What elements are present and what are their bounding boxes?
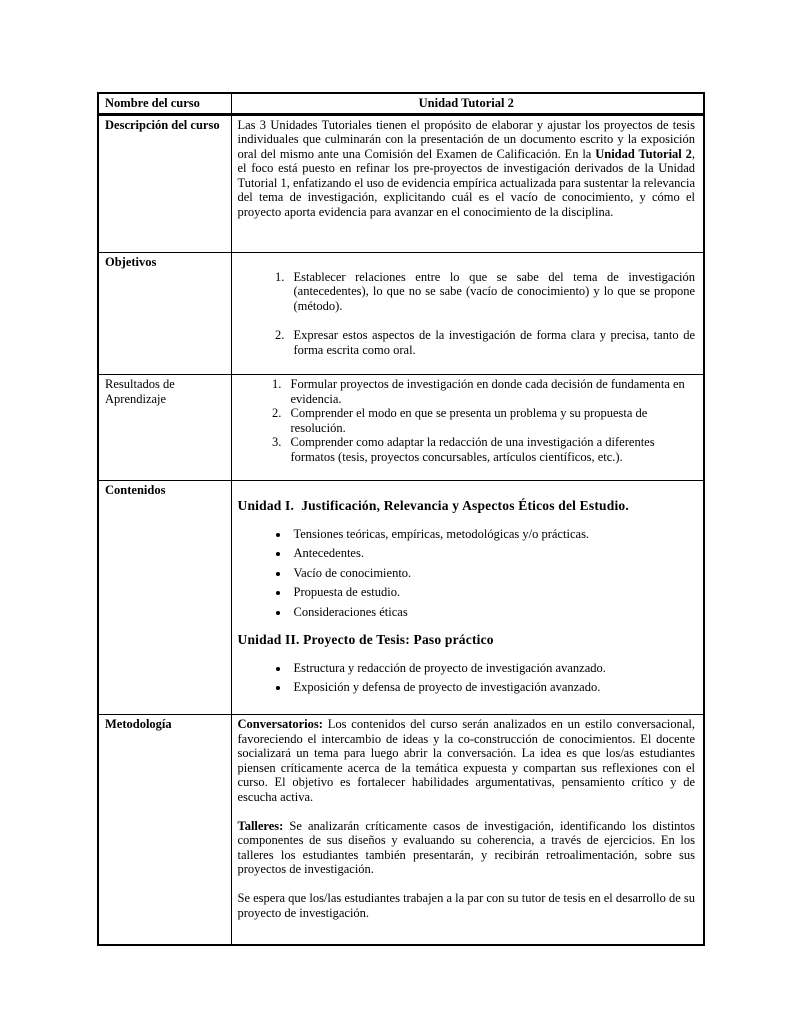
course-name-label: Nombre del curso	[98, 93, 231, 114]
unidad2-item: • Estructura y redacción de proyecto de investigación avanzado.	[290, 661, 696, 676]
resultados-item: 3. Comprender como adaptar la redacción de una investigación a diferentes formatos (tesis, proyectos concursables, artículos científicos, etc.).	[285, 435, 696, 464]
unidad1-item: • Propuesta de estudio.	[290, 585, 696, 600]
resultados-item: 1. Formular proyectos de investigación en donde cada decisión de fundamenta en evidencia.	[285, 377, 696, 406]
metodologia-paragraph-conversatorios	[238, 717, 696, 804]
objetivos-item: 2. Expresar estos aspectos de la investigación de forma clara y precisa, tanto de forma escrita como oral.	[288, 328, 696, 357]
unidad2-item: • Exposición y defensa de proyecto de investigación avanzado.	[290, 680, 696, 695]
unidad1-item: • Vacío de conocimiento.	[290, 566, 696, 581]
table-row-descripcion	[98, 114, 704, 252]
objetivos-list	[238, 270, 696, 358]
objetivos-item: 1. Establecer relaciones entre lo que se sabe del tema de investigación (antecedentes), lo que no se sabe (vacío de conocimiento) y lo que se propone (método).	[288, 270, 696, 314]
table-row-contenidos	[98, 481, 704, 715]
objetivos-label: Objetivos	[98, 252, 231, 375]
unidad1-item: • Antecedentes.	[290, 546, 696, 561]
contenidos-cell	[231, 481, 704, 715]
talleres-bold: Talleres:	[237, 818, 284, 833]
descripcion-text-after: , el foco está puesto en refinar los pre-proyectos de investigación derivados de la Unidad Tutorial 1, enfatizando el uso de evidencia empírica actualizada para sustentar la relevancia del tema de investigación, explicitando cuál es el vacío de conocimiento, y cómo el proyecto aporta evidencia para avanzar en el conocimiento de la disciplina.	[237, 146, 695, 219]
unidad1-bullet-list	[238, 527, 696, 620]
descripcion-paragraph	[238, 118, 696, 220]
resultados-list	[238, 377, 696, 464]
unidad1-heading: Unidad I. Justificación, Relevancia y Aspectos Éticos del Estudio.	[237, 498, 629, 513]
course-unit-title: Unidad Tutorial 2	[231, 93, 704, 114]
metodologia-label: Metodología	[98, 715, 231, 945]
unidad2-heading: Unidad II. Proyecto de Tesis: Paso práctico	[237, 632, 494, 647]
unidad1-item: • Consideraciones éticas	[290, 605, 696, 620]
unidad2-bullet-list	[238, 661, 696, 695]
descripcion-cell	[231, 114, 704, 252]
descripcion-text-before: Las 3 Unidades Tutoriales tienen el propósito de elaborar y ajustar los proyectos de tesis individuales que culminarán con la presentación de un documento escrito y la exposición oral del mismo ante una Comisión del Examen de Calificación. En la	[237, 117, 695, 161]
metodologia-paragraph-tutor: Se espera que los/las estudiantes trabajen a la par con su tutor de tesis en el desarrollo de su proyecto de investigación.	[237, 891, 695, 920]
unidad1-item: • Tensiones teóricas, empíricas, metodológicas y/o prácticas.	[290, 527, 696, 542]
metodologia-cell	[231, 715, 704, 945]
table-row-objetivos	[98, 252, 704, 375]
descripcion-text-bold: Unidad Tutorial 2	[595, 146, 692, 161]
resultados-cell	[231, 375, 704, 481]
conversatorios-bold: Conversatorios:	[237, 717, 323, 731]
table-row-metodologia	[98, 715, 704, 945]
table-row-resultados	[98, 375, 704, 481]
talleres-text: Se analizarán críticamente casos de investigación, identificando los distintos componentes de sus diseños y evaluando su coherencia, a través de ejercicios. En los talleres los estudiantes también presentarán, y recibirán retroalimentación, sobre sus proyectos de investigación.	[237, 818, 695, 876]
objetivos-cell	[231, 252, 704, 375]
resultados-item: 2. Comprender el modo en que se presenta un problema y su propuesta de resolución.	[285, 406, 696, 435]
contenidos-label: Contenidos	[98, 481, 231, 715]
conversatorios-text: Los contenidos del curso serán analizados en un estilo conversacional, favoreciendo el intercambio de ideas y la co-construcción de conocimientos. El docente socializará un tema para luego abrir la conversación. La idea es que los/as estudiantes piensen críticamente acerca de la temática expuesta y compartan sus reflexiones con el curso. El objetivo es fortalecer habilidades argumentativas, pensamiento crítico y de escucha activa.	[237, 717, 695, 804]
course-syllabus-table	[97, 92, 705, 946]
metodologia-paragraph-talleres	[238, 819, 696, 877]
table-row-course-name	[98, 93, 704, 114]
resultados-label: Resultados de Aprendizaje	[98, 375, 231, 481]
descripcion-label: Descripción del curso	[98, 114, 231, 252]
